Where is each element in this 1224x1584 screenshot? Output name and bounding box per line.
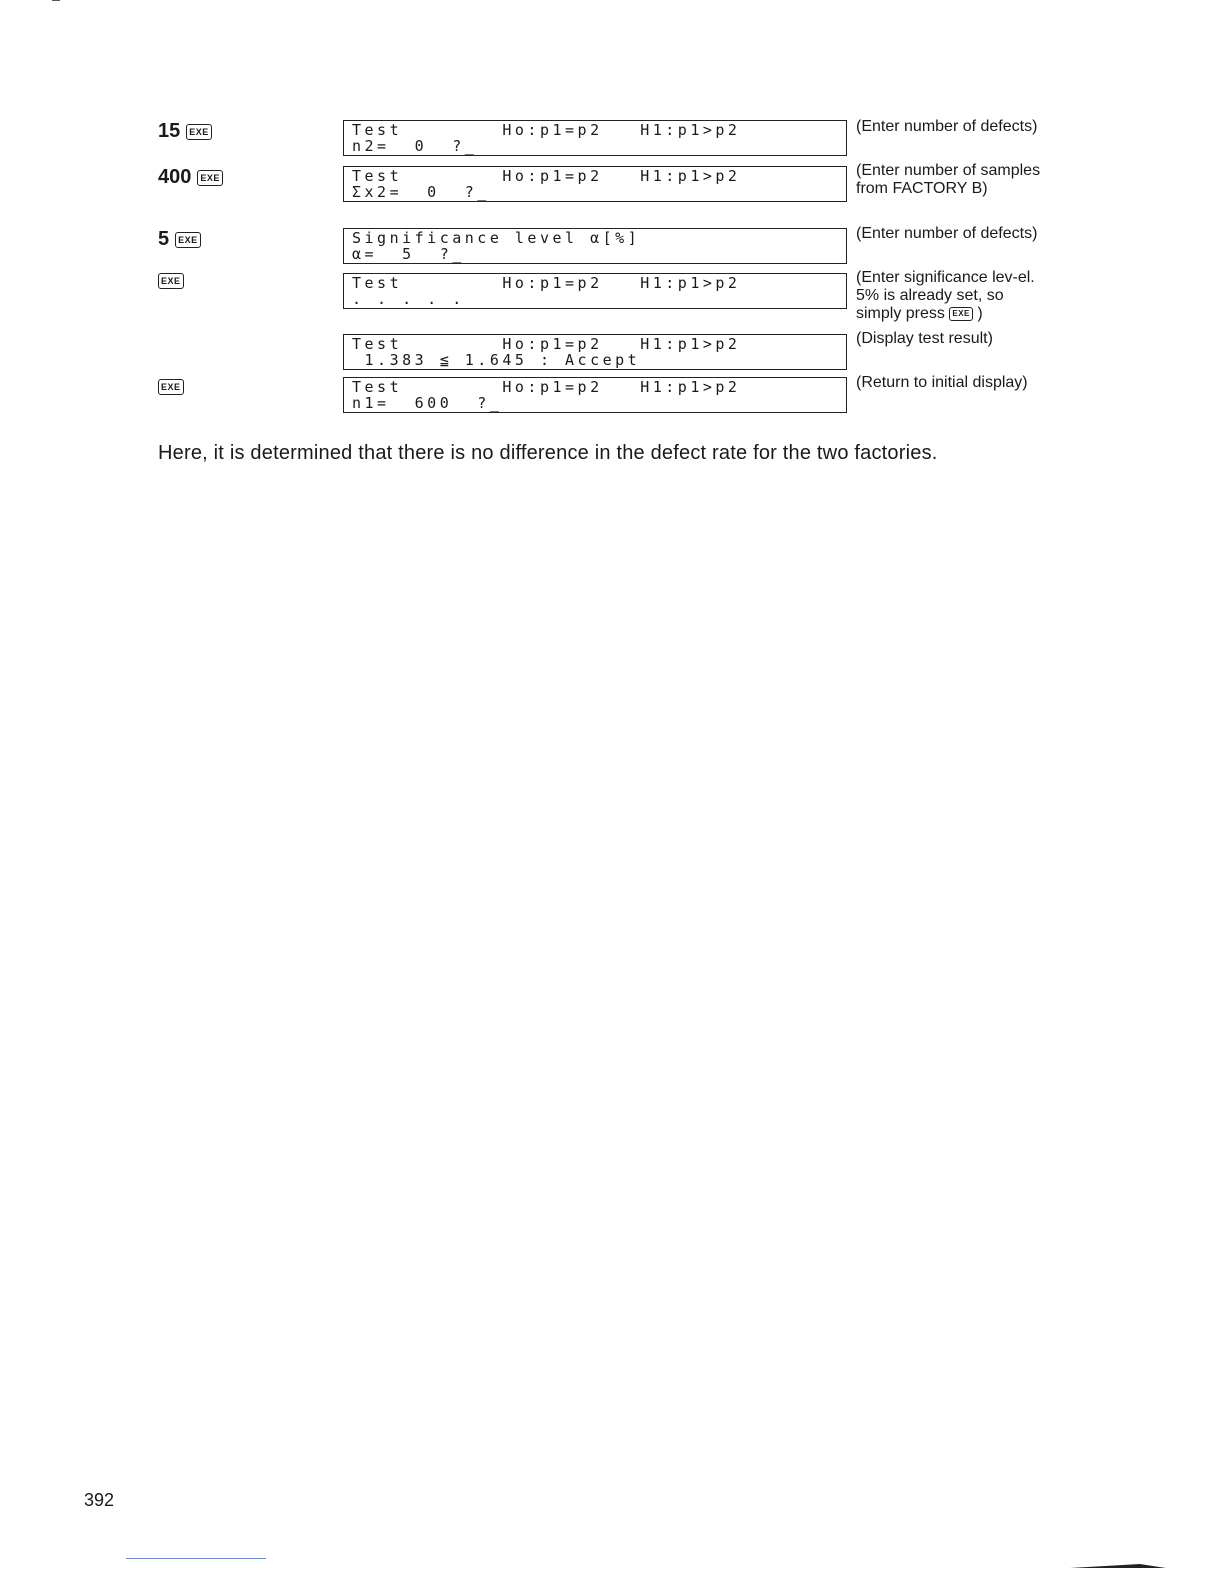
- lcd-line-2: Σx2= 0 ?_: [352, 183, 490, 201]
- lcd-display-2: [343, 166, 847, 202]
- lcd-display-1: [343, 120, 847, 156]
- step-note-2: (Enter number of samples from FACTORY B): [856, 162, 1041, 197]
- lcd-line-2: n1= 600 ?_: [352, 394, 503, 412]
- key-value: 400: [158, 166, 192, 188]
- footer-rule: [126, 1558, 266, 1559]
- lcd-line-2: . . . . .: [352, 290, 465, 308]
- exe-key-icon: EXE: [197, 170, 223, 186]
- lcd-display-3: [343, 228, 847, 264]
- note-text: (Enter significance lev-el. 5% is already set, so simply press: [856, 269, 1035, 322]
- key-entry-3: [158, 228, 201, 251]
- lcd-line-1: Test Ho:p1=p2 H1:p1>p2: [352, 167, 741, 185]
- lcd-line-2: 1.383 ≦ 1.645 : Accept: [352, 351, 641, 369]
- lcd-display-5: [343, 334, 847, 370]
- key-value: 15: [158, 120, 181, 142]
- lcd-line-1: Test Ho:p1=p2 H1:p1>p2: [352, 335, 741, 353]
- exe-key-icon: EXE: [949, 307, 973, 321]
- step-note-6: (Return to initial display): [856, 374, 1028, 391]
- exe-key-icon: EXE: [186, 124, 212, 140]
- lcd-line-2: α= 5 ?_: [352, 245, 465, 263]
- conclusion-paragraph: Here, it is determined that there is no difference in the defect rate for the two factories.: [158, 442, 938, 464]
- lcd-line-1: Test Ho:p1=p2 H1:p1>p2: [352, 378, 741, 396]
- lcd-line-1: Significance level α[%]: [352, 229, 641, 247]
- key-value: 5: [158, 228, 170, 250]
- exe-key-icon: EXE: [175, 232, 201, 248]
- key-entry-2: [158, 166, 223, 189]
- key-entry-4: [158, 273, 184, 289]
- step-note-3: (Enter number of defects): [856, 225, 1038, 242]
- note-text-end: ): [977, 305, 983, 322]
- step-note-5: (Display test result): [856, 330, 993, 347]
- lcd-display-4: [343, 273, 847, 309]
- step-note-1: (Enter number of defects): [856, 118, 1038, 135]
- scan-mark: [52, 0, 60, 1]
- lcd-display-6: [343, 377, 847, 413]
- lcd-line-1: Test Ho:p1=p2 H1:p1>p2: [352, 121, 741, 139]
- exe-key-icon: EXE: [158, 379, 184, 395]
- corner-mark-icon: [1070, 1550, 1166, 1570]
- page-number: 392: [84, 1490, 115, 1510]
- lcd-line-1: Test Ho:p1=p2 H1:p1>p2: [352, 274, 741, 292]
- step-note-4: [856, 269, 1046, 323]
- exe-key-icon: EXE: [158, 273, 184, 289]
- lcd-line-2: n2= 0 ?_: [352, 137, 478, 155]
- key-entry-1: [158, 120, 212, 143]
- key-entry-6: [158, 379, 184, 395]
